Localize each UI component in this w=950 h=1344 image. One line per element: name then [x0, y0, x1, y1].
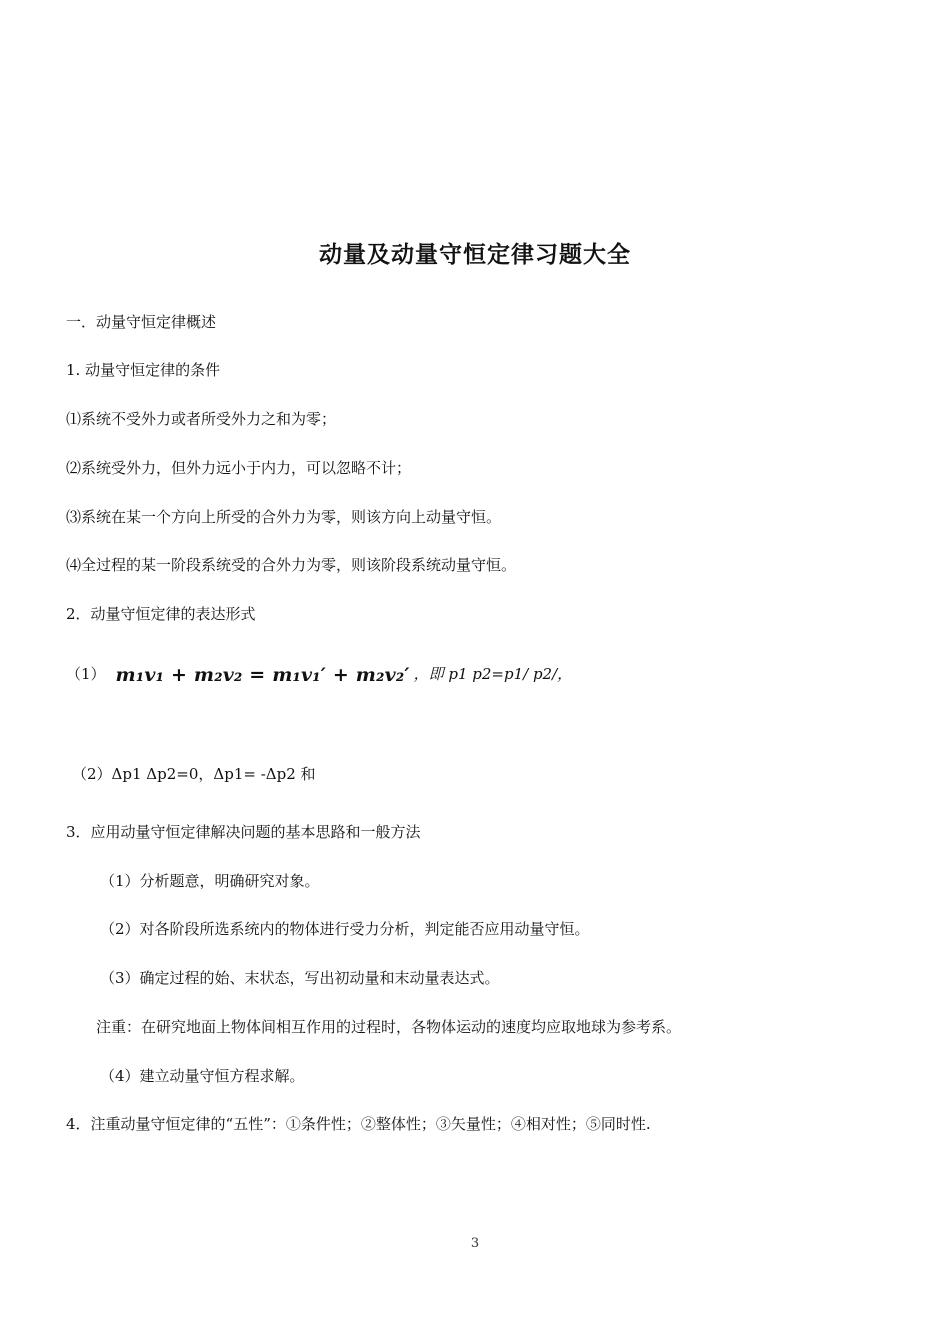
method-step: （2）对各阶段所选系统内的物体进行受力分析，判定能否应用动量守恒。 [100, 920, 590, 938]
page-number: 3 [470, 1236, 480, 1251]
condition-item: ⑶系统在某一个方向上所受的合外力为零，则该方向上动量守恒。 [66, 508, 502, 526]
method-note: 注重：在研究地面上物体间相互作用的过程时，各物体运动的速度均应取地球为参考系。 [96, 1018, 682, 1036]
condition-item: ⑴系统不受外力或者所受外力之和为零； [66, 410, 337, 428]
document-title: 动量及动量守恒定律习题大全 [319, 242, 631, 268]
conditions-heading: 1. 动量守恒定律的条件 [66, 361, 221, 379]
form1-label: （1） [66, 665, 106, 683]
method-heading: 3．应用动量守恒定律解决问题的基本思路和一般方法 [66, 823, 421, 841]
form2-line: （2）Δp1 Δp2=0，Δp1= -Δp2 和 [72, 765, 316, 783]
momentum-formula: m₁v₁ + m₂v₂ = m₁v₁′ + m₂v₂′ [115, 664, 410, 686]
five-properties-line: 4．注重动量守恒定律的“五性”：①条件性；②整体性；③矢量性；④相对性；⑤同时性. [66, 1115, 651, 1133]
condition-item: ⑷全过程的某一阶段系统受的合外力为零，则该阶段系统动量守恒。 [66, 556, 517, 574]
forms-heading: 2．动量守恒定律的表达形式 [66, 605, 256, 623]
condition-item: ⑵系统受外力，但外力远小于内力，可以忽略不计； [66, 459, 412, 477]
method-step: （4）建立动量守恒方程求解。 [100, 1067, 305, 1085]
form1-suffix: ，即 p1 p2=p1/ p2/， [413, 665, 573, 683]
method-step: （3）确定过程的始、末状态，写出初动量和末动量表达式。 [100, 969, 500, 987]
method-step: （1）分析题意，明确研究对象。 [100, 872, 320, 890]
section-heading: 一．动量守恒定律概述 [66, 313, 217, 331]
form1-line [66, 664, 572, 685]
